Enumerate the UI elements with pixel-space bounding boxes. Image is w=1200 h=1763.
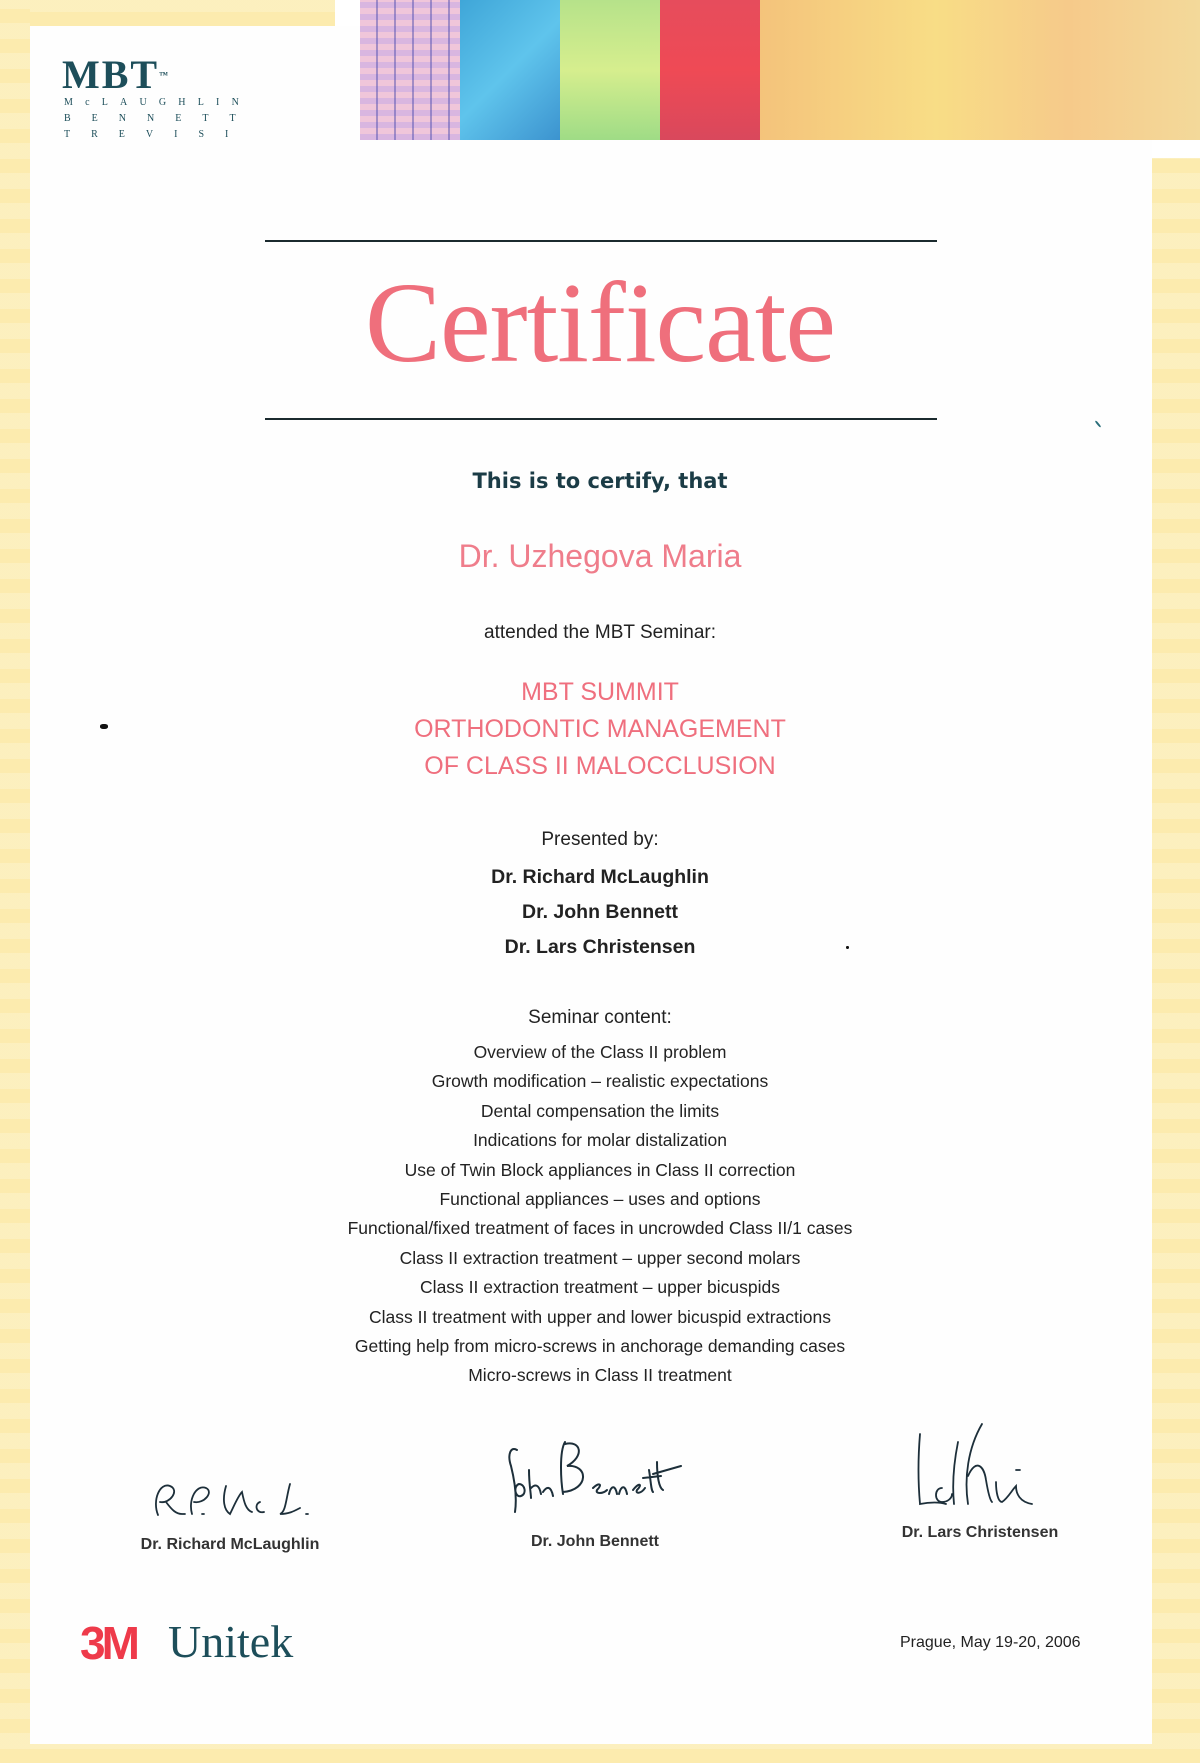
orthodontic-sketch-panel (360, 0, 460, 140)
signature-mclaughlin-icon (130, 1470, 330, 1530)
presenters-list (0, 860, 1200, 965)
content-item: Class II extraction treatment – upper second molars (399, 1247, 801, 1268)
orange-panel (760, 0, 1200, 140)
content-item: Overview of the Class II problem (473, 1042, 727, 1062)
signature-name: Dr. Lars Christensen (901, 1524, 1059, 1541)
blue-panel (460, 0, 560, 140)
content-item: Functional appliances – uses and options (439, 1189, 761, 1210)
mbt-logo (62, 52, 257, 143)
signature-block-christensen (860, 1418, 1100, 1542)
signature-block-bennett (475, 1432, 715, 1551)
seminar-content-label: Seminar content: (528, 1007, 672, 1028)
attended-text: attended the MBT Seminar: (484, 622, 716, 643)
signature-name: Dr. Richard McLaughlin (140, 1536, 320, 1553)
certify-text: This is to certify, that (472, 469, 728, 493)
content-item: Use of Twin Block appliances in Class II correction (404, 1159, 796, 1180)
red-panel (660, 0, 760, 140)
presenter-name: Dr. Lars Christensen (504, 936, 696, 958)
seminar-title (0, 674, 1200, 785)
mbt-logo-line-2: BENNETT (64, 113, 257, 124)
certificate-title: Certificate (364, 259, 836, 386)
content-item: Getting help from micro-screws in anchorage demanding cases (354, 1336, 846, 1357)
place-date: Prague, May 19-20, 2006 (900, 1634, 1081, 1651)
seminar-title-line: OF CLASS II MALOCCLUSION (424, 752, 776, 780)
title-rule-bottom (265, 418, 937, 420)
cream-border-top (0, 0, 335, 26)
header-image-strip (360, 0, 1200, 140)
content-item: Class II extraction treatment – upper bicuspids (420, 1277, 780, 1298)
content-item: Dental compensation the limits (480, 1100, 720, 1121)
seminar-content-list (0, 1038, 1200, 1391)
content-item: Growth modification – realistic expectations (431, 1071, 769, 1092)
scan-speck (846, 946, 849, 949)
content-item: Indications for molar distalization (473, 1130, 727, 1151)
signature-christensen-icon (880, 1418, 1080, 1518)
content-item: Class II treatment with upper and lower bicuspid extractions (368, 1306, 832, 1327)
presenter-name: Dr. John Bennett (521, 901, 678, 923)
title-rule-top (265, 240, 937, 242)
seminar-title-line: MBT SUMMIT (521, 678, 679, 706)
signature-block-mclaughlin (110, 1470, 350, 1554)
mbt-logo-word: MBT (62, 52, 160, 97)
3m-logo: 3M (80, 1617, 136, 1669)
presented-by-label: Presented by: (541, 829, 659, 850)
unitek-logo: Unitek (168, 1616, 294, 1667)
mbt-logo-line-3: TREVISI (64, 129, 250, 140)
signature-name: Dr. John Bennett (530, 1533, 659, 1550)
mbt-logo-line-1: McLAUGHLIN (64, 97, 251, 108)
content-item: Micro-screws in Class II treatment (468, 1365, 732, 1386)
content-item: Functional/fixed treatment of faces in uncrowded Class II/1 cases (347, 1218, 853, 1239)
seminar-title-line: ORTHODONTIC MANAGEMENT (414, 715, 786, 743)
cream-border-bottom (0, 1744, 1200, 1763)
signature-bennett-icon (485, 1432, 705, 1527)
green-panel (560, 0, 660, 140)
recipient-name: Dr. Uzhegova Maria (458, 538, 742, 574)
trademark-symbol: ™ (159, 70, 171, 80)
scan-speck (100, 724, 108, 729)
presenter-name: Dr. Richard McLaughlin (491, 866, 709, 888)
